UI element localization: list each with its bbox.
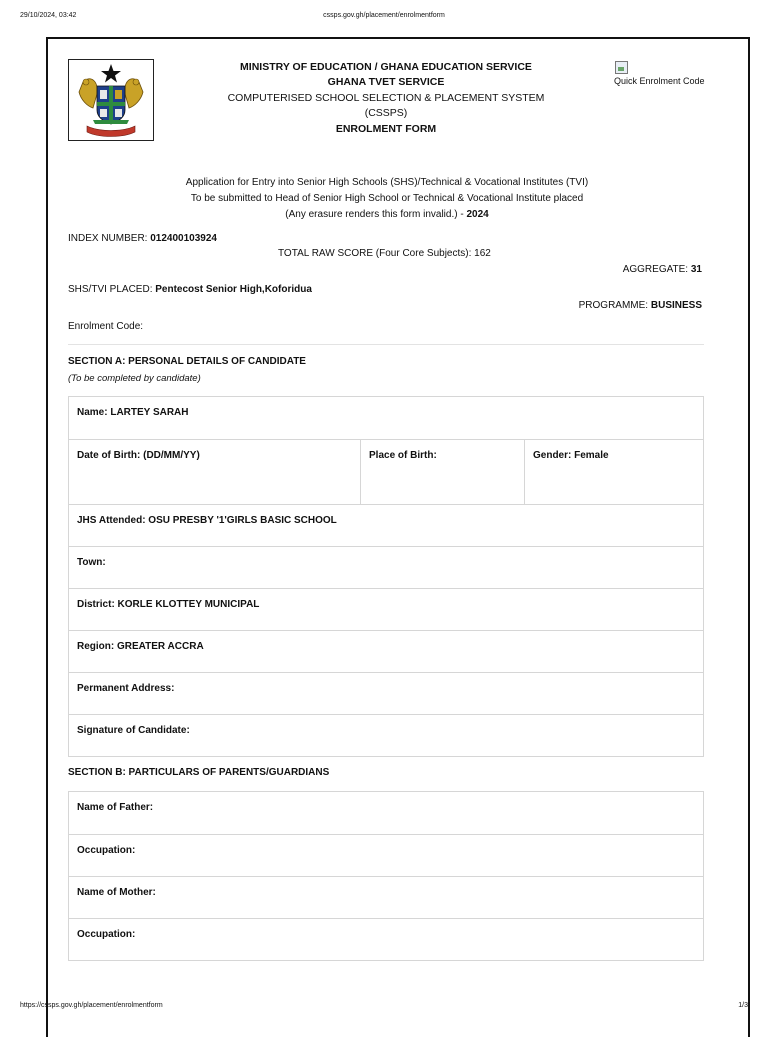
- aggregate: [623, 264, 702, 275]
- gender: Gender: Female: [524, 440, 703, 504]
- intro-erasure-note: (Any erasure renders this form invalid.) -: [285, 209, 464, 220]
- father-name: Name of Father:: [77, 802, 154, 813]
- ghana-coat-of-arms: [68, 59, 154, 141]
- coat-of-arms-icon: [69, 60, 153, 140]
- father-occupation: Occupation:: [77, 845, 136, 856]
- personal-details-table: [68, 396, 704, 757]
- index-number: [68, 233, 217, 244]
- intro-line-2: To be submitted to Head of Senior High School or Technical & Vocational Institute placed: [190, 193, 584, 204]
- print-footer-url: https://cssps.gov.gh/placement/enrolmentform: [20, 1002, 163, 1009]
- school-placed-label: SHS/TVI PLACED:: [68, 284, 153, 295]
- header-cssps: (CSSPS): [364, 107, 408, 119]
- town: Town:: [77, 557, 106, 568]
- region: Region: GREATER ACCRA: [77, 641, 204, 652]
- print-page-url: cssps.gov.gh/placement/enrolmentform: [323, 12, 445, 19]
- section-b-title: SECTION B: PARTICULARS OF PARENTS/GUARDIANS: [68, 767, 330, 778]
- district: District: KORLE KLOTTEY MUNICIPAL: [77, 599, 260, 610]
- mother-occupation: Occupation:: [77, 929, 136, 940]
- parents-table: [68, 791, 704, 961]
- header-system: COMPUTERISED SCHOOL SELECTION & PLACEMENT SYSTEM: [227, 92, 545, 104]
- programme-label: PROGRAMME:: [578, 300, 649, 311]
- aggregate-value: 31: [690, 264, 702, 275]
- place-of-birth: Place of Birth:: [360, 440, 524, 504]
- table-row: [69, 546, 703, 588]
- programme-value: BUSINESS: [650, 300, 702, 311]
- intro-line-1: Application for Entry into Senior High Schools (SHS)/Technical & Vocational Institutes (TVI): [185, 177, 589, 188]
- section-a-subtitle: (To be completed by candidate): [68, 373, 201, 384]
- quick-enrolment-label: Quick Enrolment Code: [614, 76, 705, 86]
- table-row: [69, 672, 703, 714]
- header-tvet: GHANA TVET SERVICE: [327, 76, 445, 88]
- print-datetime: 29/10/2024, 03:42: [20, 12, 77, 19]
- table-row: [69, 504, 703, 546]
- raw-score-label: TOTAL RAW SCORE (Four Core Subjects):: [278, 248, 472, 259]
- aggregate-label: AGGREGATE:: [622, 264, 689, 275]
- table-row: [69, 588, 703, 630]
- candidate-name: Name: LARTEY SARAH: [77, 407, 189, 418]
- table-row: [69, 714, 703, 756]
- table-row: [69, 792, 703, 834]
- enrolment-form-sheet: [46, 37, 750, 1037]
- enrolment-code: Enrolment Code:: [68, 321, 144, 332]
- section-a-title: SECTION A: PERSONAL DETAILS OF CANDIDATE: [68, 356, 306, 367]
- jhs-attended: JHS Attended: OSU PRESBY '1'GIRLS BASIC SCHOOL: [77, 515, 337, 526]
- school-placed-value: Pentecost Senior High,Koforidua: [155, 284, 312, 295]
- divider: [68, 344, 704, 345]
- table-row: [69, 834, 703, 876]
- index-number-label: INDEX NUMBER:: [68, 233, 148, 244]
- print-page-number: 1/3: [738, 1002, 748, 1009]
- total-raw-score: [278, 248, 491, 259]
- candidate-signature: Signature of Candidate:: [77, 725, 190, 736]
- header-form-title: ENROLMENT FORM: [335, 123, 437, 135]
- broken-image-icon: [615, 61, 628, 74]
- intro-year: 2024: [466, 209, 489, 220]
- permanent-address: Permanent Address:: [77, 683, 175, 694]
- header-ministry: MINISTRY OF EDUCATION / GHANA EDUCATION SERVICE: [240, 61, 532, 73]
- table-row: [69, 397, 703, 439]
- table-row: [69, 439, 703, 504]
- date-of-birth: Date of Birth: (DD/MM/YY): [77, 450, 200, 461]
- programme: [579, 300, 702, 311]
- table-row: [69, 918, 703, 960]
- index-number-value: 012400103924: [150, 233, 217, 244]
- table-row: [69, 630, 703, 672]
- application-intro: [148, 175, 626, 223]
- raw-score-value: 162: [474, 248, 491, 259]
- school-placed: [68, 284, 312, 295]
- table-row: [69, 876, 703, 918]
- quick-enrolment-code: [614, 61, 705, 86]
- intro-line-3: [148, 207, 626, 223]
- mother-name: Name of Mother:: [77, 887, 156, 898]
